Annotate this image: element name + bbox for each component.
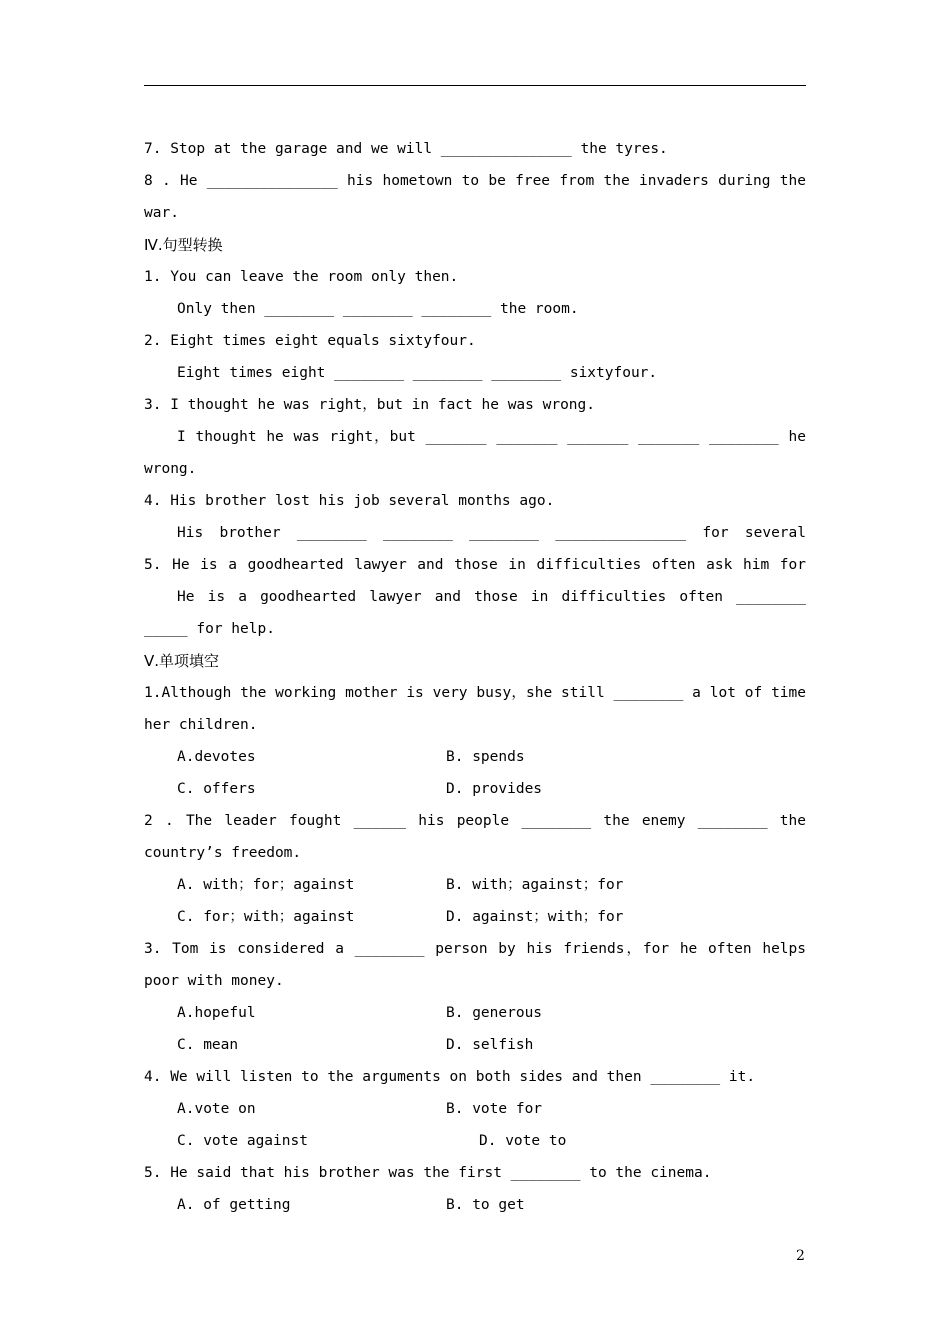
answer-option: C. offers: [177, 781, 256, 797]
answer-options-row: [144, 901, 806, 933]
answer-options-row: [144, 1029, 806, 1061]
text-line: 2 . The leader fought ______ his people ________ the enemy ________ the: [144, 813, 806, 829]
answer-option: A. with；for；against: [177, 877, 355, 893]
answer-option: A.hopeful: [177, 1005, 256, 1021]
answer-option: D. against；with；for: [446, 909, 624, 925]
answer-options-row: [144, 869, 806, 901]
text-line: 7. Stop at the garage and we will _______________ the tyres.: [144, 141, 668, 157]
answer-option: B. generous: [446, 1005, 543, 1021]
answer-option: D. vote to: [479, 1133, 567, 1149]
text-line: country’s freedom.: [144, 845, 302, 861]
answer-option: A. of getting: [177, 1197, 291, 1213]
text-line: Eight times eight ________ ________ ________ sixtyfour.: [177, 365, 658, 381]
text-line: her children.: [144, 717, 258, 733]
text-line: His brother ________ ________ ________ _______________ for several: [177, 525, 806, 541]
document-body: [144, 133, 806, 1221]
text-line: 3. Tom is considered a ________ person by his friends，for he often helps: [144, 941, 806, 957]
answer-option: D. selfish: [446, 1037, 534, 1053]
text-line: 5. He is a goodhearted lawyer and those in difficulties often ask him for: [144, 557, 806, 573]
text-line: 3. I thought he was right，but in fact he was wrong.: [144, 397, 595, 413]
answer-option: C. vote against: [177, 1133, 308, 1149]
answer-options-row: [144, 1093, 806, 1125]
answer-option: B. vote for: [446, 1101, 543, 1117]
text-line: 1.Although the working mother is very busy，she still ________ a lot of time: [144, 685, 806, 701]
answer-option: B. to get: [446, 1197, 525, 1213]
answer-option: C. for；with；against: [177, 909, 355, 925]
answer-options-row: [144, 741, 806, 773]
section-heading: Ⅴ.单项填空: [144, 652, 220, 670]
header-rule: [144, 85, 806, 86]
answer-options-row: [144, 773, 806, 805]
answer-option: A.vote on: [177, 1101, 256, 1117]
text-line: _____ for help.: [144, 621, 275, 637]
text-line: He is a goodhearted lawyer and those in difficulties often ________: [177, 589, 806, 605]
text-line: 4. We will listen to the arguments on both sides and then ________ it.: [144, 1069, 756, 1085]
text-line: Only then ________ ________ ________ the room.: [177, 301, 579, 317]
answer-option: B. with；against；for: [446, 877, 624, 893]
text-line: poor with money.: [144, 973, 284, 989]
section-heading: Ⅳ.句型转换: [144, 236, 223, 254]
text-line: 1. You can leave the room only then.: [144, 269, 459, 285]
text-line: 4. His brother lost his job several months ago.: [144, 493, 555, 509]
answer-option: C. mean: [177, 1037, 239, 1053]
text-line: war.: [144, 205, 179, 221]
answer-options-row: [144, 1189, 806, 1221]
answer-options-row: [144, 1125, 806, 1157]
page-number: 2: [796, 1248, 805, 1264]
text-line: 8 . He _______________ his hometown to be free from the invaders during the: [144, 173, 806, 189]
text-line: I thought he was right，but _______ _______ _______ _______ ________ he: [177, 429, 806, 445]
text-line: wrong.: [144, 461, 197, 477]
answer-option: B. spends: [446, 749, 525, 765]
text-line: 5. He said that his brother was the first ________ to the cinema.: [144, 1165, 712, 1181]
text-line: 2. Eight times eight equals sixtyfour.: [144, 333, 476, 349]
answer-option: D. provides: [446, 781, 543, 797]
answer-options-row: [144, 997, 806, 1029]
answer-option: A.devotes: [177, 749, 256, 765]
